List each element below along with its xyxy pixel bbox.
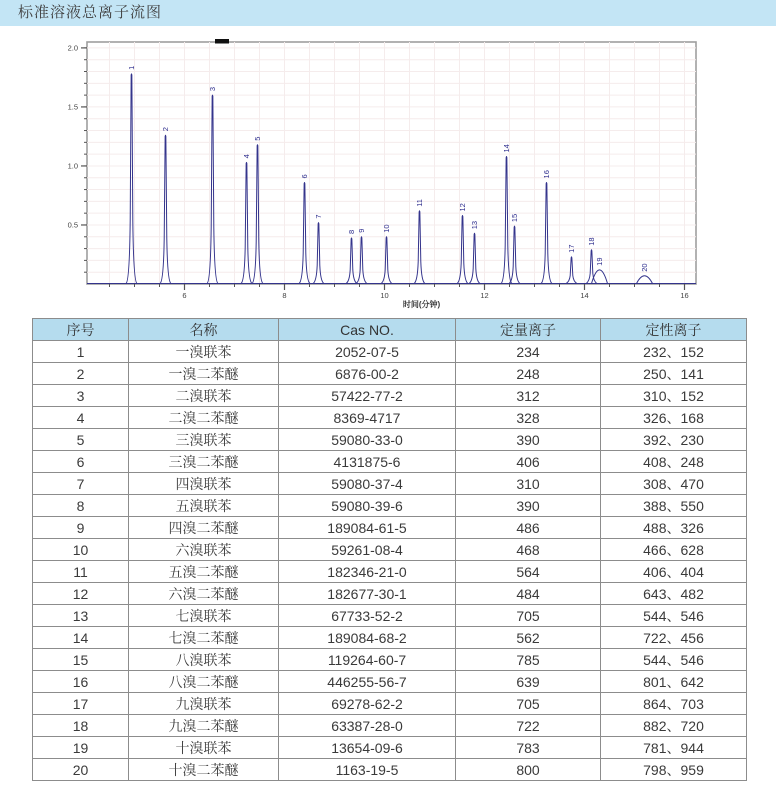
peak-label: 18 (587, 237, 596, 246)
table-cell: 4 (33, 407, 129, 429)
table-row (33, 605, 747, 627)
table-row (33, 627, 747, 649)
table-cell: 13 (33, 605, 129, 627)
table-cell: 12 (33, 583, 129, 605)
table-cell: 10 (33, 539, 129, 561)
table-cell: 564 (456, 561, 601, 583)
peak-label: 14 (502, 144, 511, 153)
table-row (33, 363, 747, 385)
table-cell: 310 (456, 473, 601, 495)
table-row (33, 495, 747, 517)
table-cell: 486 (456, 517, 601, 539)
table-cell: 326、168 (601, 407, 747, 429)
peak-label: 7 (314, 214, 323, 219)
table-cell: 一溴联苯 (129, 341, 279, 363)
table-cell: 8369-4717 (279, 407, 456, 429)
table-cell: 232、152 (601, 341, 747, 363)
chromatogram-chart (0, 26, 776, 318)
table-cell: 6 (33, 451, 129, 473)
peak-label: 11 (415, 199, 424, 207)
table-cell: 484 (456, 583, 601, 605)
table-cell: 189084-68-2 (279, 627, 456, 649)
table-row (33, 583, 747, 605)
table-cell: 882、720 (601, 715, 747, 737)
x-tick-label: 16 (680, 291, 689, 300)
table-cell: 328 (456, 407, 601, 429)
page-title: 标准溶液总离子流图 (0, 0, 776, 26)
table-cell: 390 (456, 429, 601, 451)
table-cell: 59080-39-6 (279, 495, 456, 517)
table-cell: 722、456 (601, 627, 747, 649)
table-header-row (33, 319, 747, 341)
table-cell: 544、546 (601, 605, 747, 627)
y-tick-label: 1.0 (67, 161, 78, 171)
peak-label: 5 (253, 136, 262, 141)
table-cell: 八溴联苯 (129, 649, 279, 671)
table-cell: 783 (456, 737, 601, 759)
plot-area (87, 42, 696, 284)
table-cell: 562 (456, 627, 601, 649)
table-row (33, 759, 747, 781)
table-cell: 59261-08-4 (279, 539, 456, 561)
peak-label: 16 (542, 170, 551, 179)
table-cell: 7 (33, 473, 129, 495)
table-cell: 16 (33, 671, 129, 693)
table-row (33, 539, 747, 561)
table-cell: 六溴联苯 (129, 539, 279, 561)
table-cell: 781、944 (601, 737, 747, 759)
table-cell: 19 (33, 737, 129, 759)
table-cell: 4131875-6 (279, 451, 456, 473)
table-cell: 801、642 (601, 671, 747, 693)
table-cell: 8 (33, 495, 129, 517)
table-cell: 四溴二苯醚 (129, 517, 279, 539)
table-cell: 18 (33, 715, 129, 737)
table-cell: 59080-37-4 (279, 473, 456, 495)
table-row (33, 451, 747, 473)
table-cell: 234 (456, 341, 601, 363)
table-cell: 800 (456, 759, 601, 781)
table-cell: 466、628 (601, 539, 747, 561)
y-tick-label: 1.5 (67, 102, 78, 112)
table-cell: 6876-00-2 (279, 363, 456, 385)
table-cell: 308、470 (601, 473, 747, 495)
table-cell: 406 (456, 451, 601, 473)
table-cell: 119264-60-7 (279, 649, 456, 671)
ion-table-container (32, 318, 746, 781)
table-cell: 310、152 (601, 385, 747, 407)
table-cell: 八溴二苯醚 (129, 671, 279, 693)
table-cell: 四溴联苯 (129, 473, 279, 495)
table-cell: 1163-19-5 (279, 759, 456, 781)
table-cell: 九溴二苯醚 (129, 715, 279, 737)
table-cell: 三溴联苯 (129, 429, 279, 451)
table-cell: 544、546 (601, 649, 747, 671)
table-cell: 59080-33-0 (279, 429, 456, 451)
header-cas: Cas NO. (279, 319, 456, 341)
table-cell: 2052-07-5 (279, 341, 456, 363)
table-cell: 1 (33, 341, 129, 363)
peak-label: 10 (382, 224, 391, 233)
table-cell: 一溴二苯醚 (129, 363, 279, 385)
table-cell: 九溴联苯 (129, 693, 279, 715)
peak-label: 6 (300, 174, 309, 179)
header-quant-ion: 定量离子 (456, 319, 601, 341)
table-cell: 705 (456, 693, 601, 715)
table-cell: 722 (456, 715, 601, 737)
table-cell: 15 (33, 649, 129, 671)
table-cell: 182346-21-0 (279, 561, 456, 583)
table-cell: 408、248 (601, 451, 747, 473)
table-cell: 248 (456, 363, 601, 385)
table-cell: 十溴二苯醚 (129, 759, 279, 781)
table-cell: 二溴联苯 (129, 385, 279, 407)
table-cell: 864、703 (601, 693, 747, 715)
table-cell: 五溴二苯醚 (129, 561, 279, 583)
table-cell: 五溴联苯 (129, 495, 279, 517)
table-row (33, 715, 747, 737)
x-tick-label: 8 (282, 291, 287, 300)
table-body (33, 341, 747, 781)
peak-label: 13 (470, 220, 479, 230)
table-cell: 六溴二苯醚 (129, 583, 279, 605)
table-cell: 二溴二苯醚 (129, 407, 279, 429)
x-tick-label: 6 (182, 291, 187, 300)
table-cell: 785 (456, 649, 601, 671)
table-cell: 705 (456, 605, 601, 627)
peak-label: 17 (567, 244, 576, 253)
top-marker (215, 39, 229, 44)
peak-label: 1 (127, 65, 136, 70)
table-cell: 406、404 (601, 561, 747, 583)
table-cell: 17 (33, 693, 129, 715)
table-cell: 446255-56-7 (279, 671, 456, 693)
table-cell: 3 (33, 385, 129, 407)
table-cell: 388、550 (601, 495, 747, 517)
table-row (33, 693, 747, 715)
y-tick-label: 0.5 (67, 220, 78, 230)
table-cell: 390 (456, 495, 601, 517)
table-cell: 189084-61-5 (279, 517, 456, 539)
x-tick-label: 10 (380, 291, 389, 300)
table-row (33, 385, 747, 407)
table-row (33, 671, 747, 693)
table-cell: 69278-62-2 (279, 693, 456, 715)
y-tick-label: 2.0 (67, 43, 78, 53)
header-name: 名称 (129, 319, 279, 341)
table-cell: 三溴二苯醚 (129, 451, 279, 473)
x-tick-label: 14 (580, 291, 589, 300)
table-cell: 182677-30-1 (279, 583, 456, 605)
peak-label: 15 (510, 213, 519, 223)
table-cell: 392、230 (601, 429, 747, 451)
header-index: 序号 (33, 319, 129, 341)
table-row (33, 407, 747, 429)
table-cell: 七溴二苯醚 (129, 627, 279, 649)
table-cell: 63387-28-0 (279, 715, 456, 737)
table-row (33, 341, 747, 363)
table-cell: 643、482 (601, 583, 747, 605)
table-cell: 67733-52-2 (279, 605, 456, 627)
table-cell: 2 (33, 363, 129, 385)
table-cell: 十溴联苯 (129, 737, 279, 759)
table-row (33, 737, 747, 759)
table-cell: 312 (456, 385, 601, 407)
table-cell: 57422-77-2 (279, 385, 456, 407)
peak-label: 4 (242, 154, 251, 159)
table-cell: 11 (33, 561, 129, 583)
x-axis-label: 时间(分钟) (402, 300, 441, 309)
table-cell: 七溴联苯 (129, 605, 279, 627)
table-cell: 639 (456, 671, 601, 693)
table-cell: 5 (33, 429, 129, 451)
table-cell: 20 (33, 759, 129, 781)
peak-label: 8 (347, 229, 356, 234)
table-cell: 13654-09-6 (279, 737, 456, 759)
table-cell: 250、141 (601, 363, 747, 385)
table-cell: 468 (456, 539, 601, 561)
table-cell: 798、959 (601, 759, 747, 781)
table-row (33, 517, 747, 539)
table-cell: 14 (33, 627, 129, 649)
peak-label: 3 (208, 86, 217, 92)
table-row (33, 649, 747, 671)
peak-label: 2 (161, 127, 170, 132)
ion-table (32, 318, 747, 781)
header-qual-ion: 定性离子 (601, 319, 747, 341)
peak-label: 9 (357, 228, 366, 233)
peak-label: 19 (595, 257, 604, 266)
table-row (33, 429, 747, 451)
peak-label: 12 (458, 203, 467, 212)
table-cell: 488、326 (601, 517, 747, 539)
table-row (33, 473, 747, 495)
table-row (33, 561, 747, 583)
peak-label: 20 (640, 263, 649, 272)
table-cell: 9 (33, 517, 129, 539)
x-tick-label: 12 (480, 291, 489, 300)
